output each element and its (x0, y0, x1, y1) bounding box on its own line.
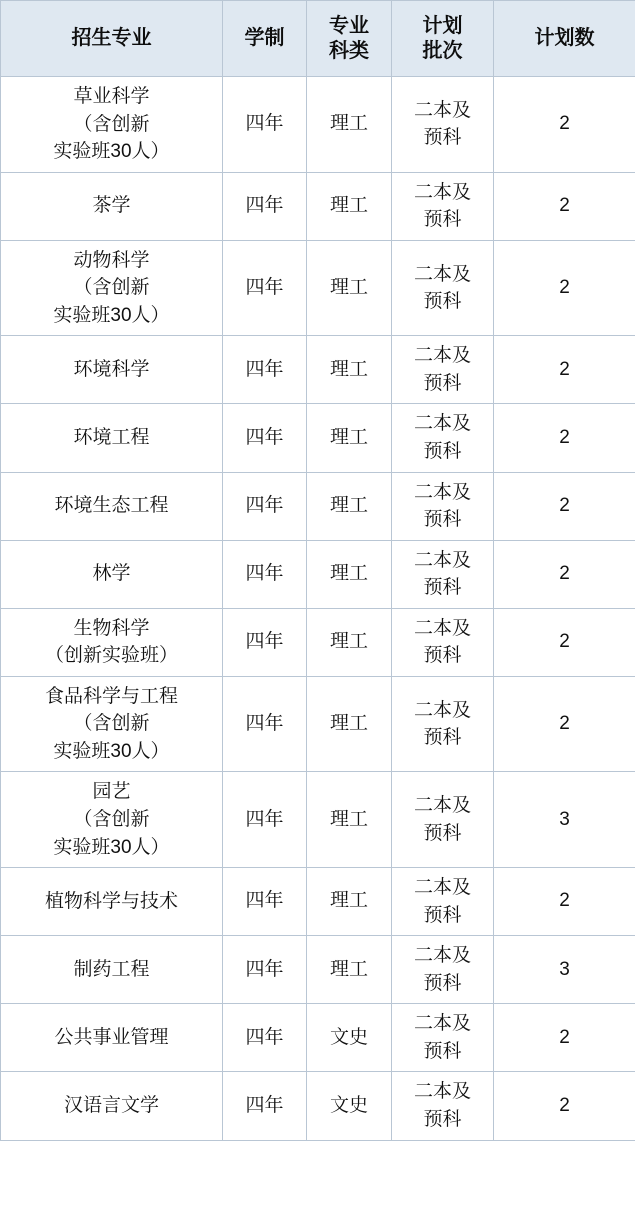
column-header-4 (494, 1, 635, 77)
cell-major-line: 公共事业管理 (54, 1027, 169, 1049)
cell-duration: 四年 (223, 608, 307, 676)
cell-duration: 四年 (223, 676, 307, 772)
cell-major (1, 172, 223, 240)
cell-count: 3 (494, 936, 635, 1004)
cell-major (1, 472, 223, 540)
table-row (1, 868, 635, 936)
cell-batch-line: 二本及 (413, 181, 471, 203)
column-header-3 (392, 1, 494, 77)
cell-batch-line: 二本及 (413, 945, 471, 967)
cell-major (1, 1004, 223, 1072)
cell-batch-line: 二本及 (413, 1013, 471, 1035)
cell-major (1, 1072, 223, 1140)
cell-major-line: （含创新 (73, 277, 150, 299)
cell-batch (392, 404, 494, 472)
cell-category: 理工 (307, 676, 392, 772)
cell-batch (392, 772, 494, 868)
column-header-line: 招生专业 (71, 27, 152, 49)
cell-batch (392, 676, 494, 772)
cell-major-line: 实验班30人） (53, 836, 170, 858)
cell-duration: 四年 (223, 868, 307, 936)
cell-major-line: 环境生态工程 (54, 495, 169, 517)
cell-count: 2 (494, 336, 635, 404)
cell-batch-line: 二本及 (413, 549, 471, 571)
column-header-0 (1, 1, 223, 77)
cell-count: 2 (494, 540, 635, 608)
cell-major-line: 茶学 (92, 195, 131, 217)
cell-category: 理工 (307, 336, 392, 404)
cell-batch-line: 预科 (423, 645, 462, 667)
cell-duration: 四年 (223, 172, 307, 240)
cell-major-line: （创新实验班） (44, 645, 178, 667)
cell-major (1, 240, 223, 336)
cell-category: 理工 (307, 172, 392, 240)
cell-major-line: （含创新 (73, 809, 150, 831)
cell-batch-line: 预科 (423, 372, 462, 394)
cell-batch (392, 868, 494, 936)
table-row (1, 772, 635, 868)
cell-duration: 四年 (223, 772, 307, 868)
cell-major-line: 环境工程 (73, 427, 150, 449)
cell-duration: 四年 (223, 404, 307, 472)
cell-major-line: （含创新 (73, 113, 150, 135)
table-row (1, 1004, 635, 1072)
cell-batch-line: 预科 (423, 972, 462, 994)
cell-batch-line: 二本及 (413, 1081, 471, 1103)
cell-major-line: 环境科学 (73, 359, 150, 381)
cell-category: 理工 (307, 608, 392, 676)
cell-batch-line: 预科 (423, 822, 462, 844)
cell-category: 理工 (307, 77, 392, 173)
cell-batch (392, 336, 494, 404)
cell-category: 理工 (307, 540, 392, 608)
cell-batch (392, 540, 494, 608)
cell-category: 理工 (307, 472, 392, 540)
cell-category: 理工 (307, 404, 392, 472)
column-header-line: 计划 (422, 14, 463, 37)
table-row (1, 540, 635, 608)
table-row (1, 936, 635, 1004)
cell-major (1, 868, 223, 936)
cell-major-line: 林学 (92, 563, 131, 585)
cell-batch (392, 1072, 494, 1140)
cell-major (1, 772, 223, 868)
cell-major-line: 实验班30人） (53, 304, 170, 326)
cell-major-line: 草业科学 (73, 86, 150, 107)
cell-major-line: 园艺 (92, 781, 131, 803)
cell-batch (392, 1004, 494, 1072)
cell-count: 2 (494, 1004, 635, 1072)
table-row (1, 676, 635, 772)
cell-duration: 四年 (223, 336, 307, 404)
cell-batch-line: 二本及 (413, 877, 471, 899)
cell-batch-line: 二本及 (413, 699, 471, 721)
cell-batch (392, 472, 494, 540)
cell-category: 文史 (307, 1072, 392, 1140)
table-row (1, 172, 635, 240)
cell-count: 3 (494, 772, 635, 868)
cell-batch (392, 77, 494, 173)
cell-major-line: 实验班30人） (53, 740, 170, 762)
cell-duration: 四年 (223, 472, 307, 540)
cell-category: 文史 (307, 1004, 392, 1072)
cell-count: 2 (494, 868, 635, 936)
cell-batch-line: 预科 (423, 1108, 462, 1130)
cell-batch-line: 二本及 (413, 481, 471, 503)
cell-batch-line: 预科 (423, 291, 462, 313)
cell-major-line: （含创新 (73, 713, 150, 735)
cell-count: 2 (494, 676, 635, 772)
table-row (1, 608, 635, 676)
cell-batch-line: 二本及 (413, 345, 471, 367)
cell-batch-line: 预科 (423, 577, 462, 599)
cell-major (1, 676, 223, 772)
cell-batch-line: 预科 (423, 1040, 462, 1062)
cell-duration: 四年 (223, 1072, 307, 1140)
cell-duration: 四年 (223, 936, 307, 1004)
cell-batch-line: 二本及 (413, 413, 471, 435)
column-header-line: 科类 (329, 39, 369, 62)
cell-major (1, 336, 223, 404)
cell-duration: 四年 (223, 77, 307, 173)
cell-batch-line: 二本及 (413, 795, 471, 817)
cell-count: 2 (494, 172, 635, 240)
table-row (1, 472, 635, 540)
cell-batch-line: 预科 (423, 727, 462, 749)
table-row (1, 404, 635, 472)
column-header-line: 计划数 (534, 27, 595, 49)
column-header-line: 批次 (422, 39, 463, 62)
cell-batch-line: 预科 (423, 509, 462, 531)
cell-category: 理工 (307, 240, 392, 336)
table-header-row (1, 1, 635, 77)
cell-major (1, 608, 223, 676)
table-row (1, 336, 635, 404)
cell-batch-line: 预科 (423, 127, 462, 149)
cell-major-line: 生物科学 (73, 617, 150, 639)
cell-major-line: 汉语言文学 (63, 1095, 159, 1117)
cell-major (1, 77, 223, 173)
cell-count: 2 (494, 1072, 635, 1140)
cell-major-line: 食品科学与工程 (44, 685, 178, 707)
column-header-1 (223, 1, 307, 77)
column-header-2 (307, 1, 392, 77)
cell-batch-line: 预科 (423, 209, 462, 231)
cell-major-line: 动物科学 (73, 249, 150, 271)
table-row (1, 1072, 635, 1140)
cell-batch (392, 172, 494, 240)
cell-count: 2 (494, 608, 635, 676)
table-row (1, 77, 635, 173)
cell-count: 2 (494, 77, 635, 173)
cell-category: 理工 (307, 868, 392, 936)
cell-duration: 四年 (223, 540, 307, 608)
table-row (1, 240, 635, 336)
cell-batch (392, 240, 494, 336)
column-header-line: 学制 (244, 27, 285, 49)
cell-batch-line: 二本及 (413, 263, 471, 285)
cell-batch-line: 预科 (423, 441, 462, 463)
cell-batch-line: 二本及 (413, 617, 471, 639)
cell-batch-line: 预科 (423, 904, 462, 926)
cell-batch (392, 936, 494, 1004)
cell-count: 2 (494, 240, 635, 336)
cell-count: 2 (494, 472, 635, 540)
column-header-line: 专业 (329, 14, 369, 37)
cell-category: 理工 (307, 936, 392, 1004)
cell-count: 2 (494, 404, 635, 472)
cell-category: 理工 (307, 772, 392, 868)
table-body (1, 77, 635, 1141)
cell-major (1, 404, 223, 472)
cell-major-line: 实验班30人） (53, 141, 170, 163)
cell-major-line: 制药工程 (73, 958, 150, 980)
cell-batch (392, 608, 494, 676)
cell-major-line: 植物科学与技术 (44, 890, 178, 912)
cell-batch-line: 二本及 (413, 99, 471, 121)
table-header (1, 1, 635, 77)
cell-duration: 四年 (223, 1004, 307, 1072)
cell-major (1, 936, 223, 1004)
cell-major (1, 540, 223, 608)
cell-duration: 四年 (223, 240, 307, 336)
